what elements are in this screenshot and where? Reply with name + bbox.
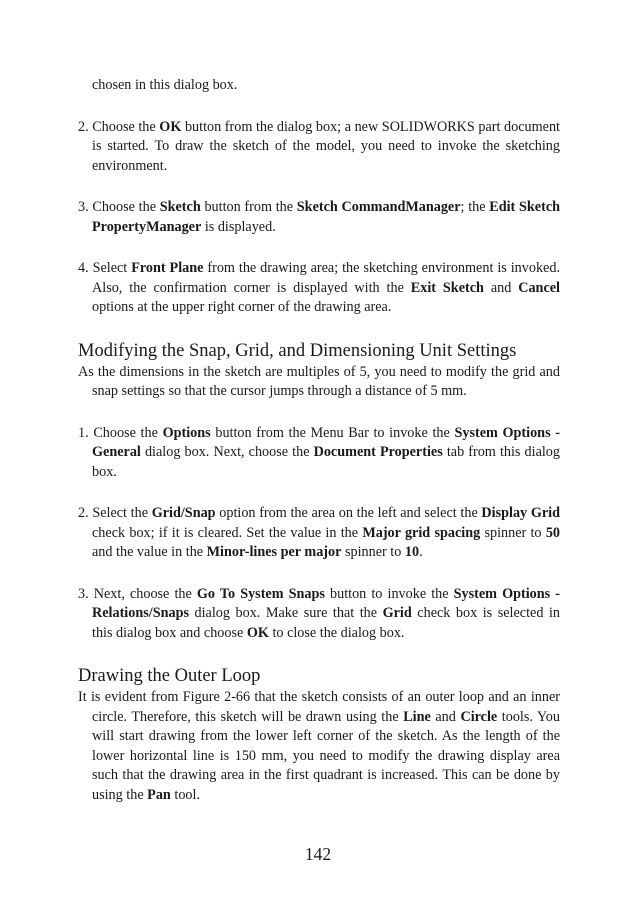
step-3-sketch: 3. Choose the Sketch button from the Sketch CommandManager; the Edit Sketch PropertyManager is displayed. bbox=[78, 199, 561, 235]
step-3-system-snaps: 3. Next, choose the Go To System Snaps button to invoke the System Options - Relations/Snaps dialog box. Make sure that the Grid check box is selected in this dialog box and choose OK to close the dialog box. bbox=[78, 585, 560, 641]
page-number: 142 bbox=[304, 844, 332, 864]
section-body-outer-loop: It is evident from Figure 2-66 that the sketch consists of an outer loop and an inner circle. Therefore, this sketch will be drawn using the Line and Circle tools. You will start drawing from the lower left corner of the sketch. As the length of the lower horizontal line is 150 mm, you need to modify the drawing display area such that the drawing area in the first quadrant is increased. This can be done by using the Pan tool. bbox=[78, 689, 560, 803]
step-2-ok: 2. Choose the OK button from the dialog box; a new SOLIDWORKS part document is started. To draw the sketch of the model, you need to invoke the sketching environment. bbox=[78, 118, 560, 174]
step-4-front-plane: 4. Select Front Plane from the drawing area; the sketching environment is invoked. Also, the confirmation corner is displayed with the Exit Sketch and Cancel options at the upper right corner of the drawing area. bbox=[78, 260, 560, 315]
intro-continuation: chosen in this dialog box. bbox=[92, 77, 238, 93]
section-intro-snap-grid: As the dimensions in the sketch are multiples of 5, you need to modify the grid and snap settings so that the cursor jumps through a distance of 5 mm. bbox=[78, 363, 560, 399]
page-content bbox=[78, 76, 560, 805]
step-1-options: 1. Choose the Options button from the Menu Bar to invoke the System Options - General dialog box. Next, choose the Document Properties tab from this dialog box. bbox=[78, 424, 560, 480]
step-2-grid-snap: 2. Select the Grid/Snap option from the area on the left and select the Display Grid check box; if it is cleared. Set the value in the Major grid spacing spinner to 50 and the value in the Minor-lines per major spinner to 10. bbox=[78, 505, 560, 560]
section-heading-outer-loop: Drawing the Outer Loop bbox=[78, 666, 261, 686]
section-heading-snap-grid: Modifying the Snap, Grid, and Dimensioning Unit Settings bbox=[78, 340, 517, 361]
